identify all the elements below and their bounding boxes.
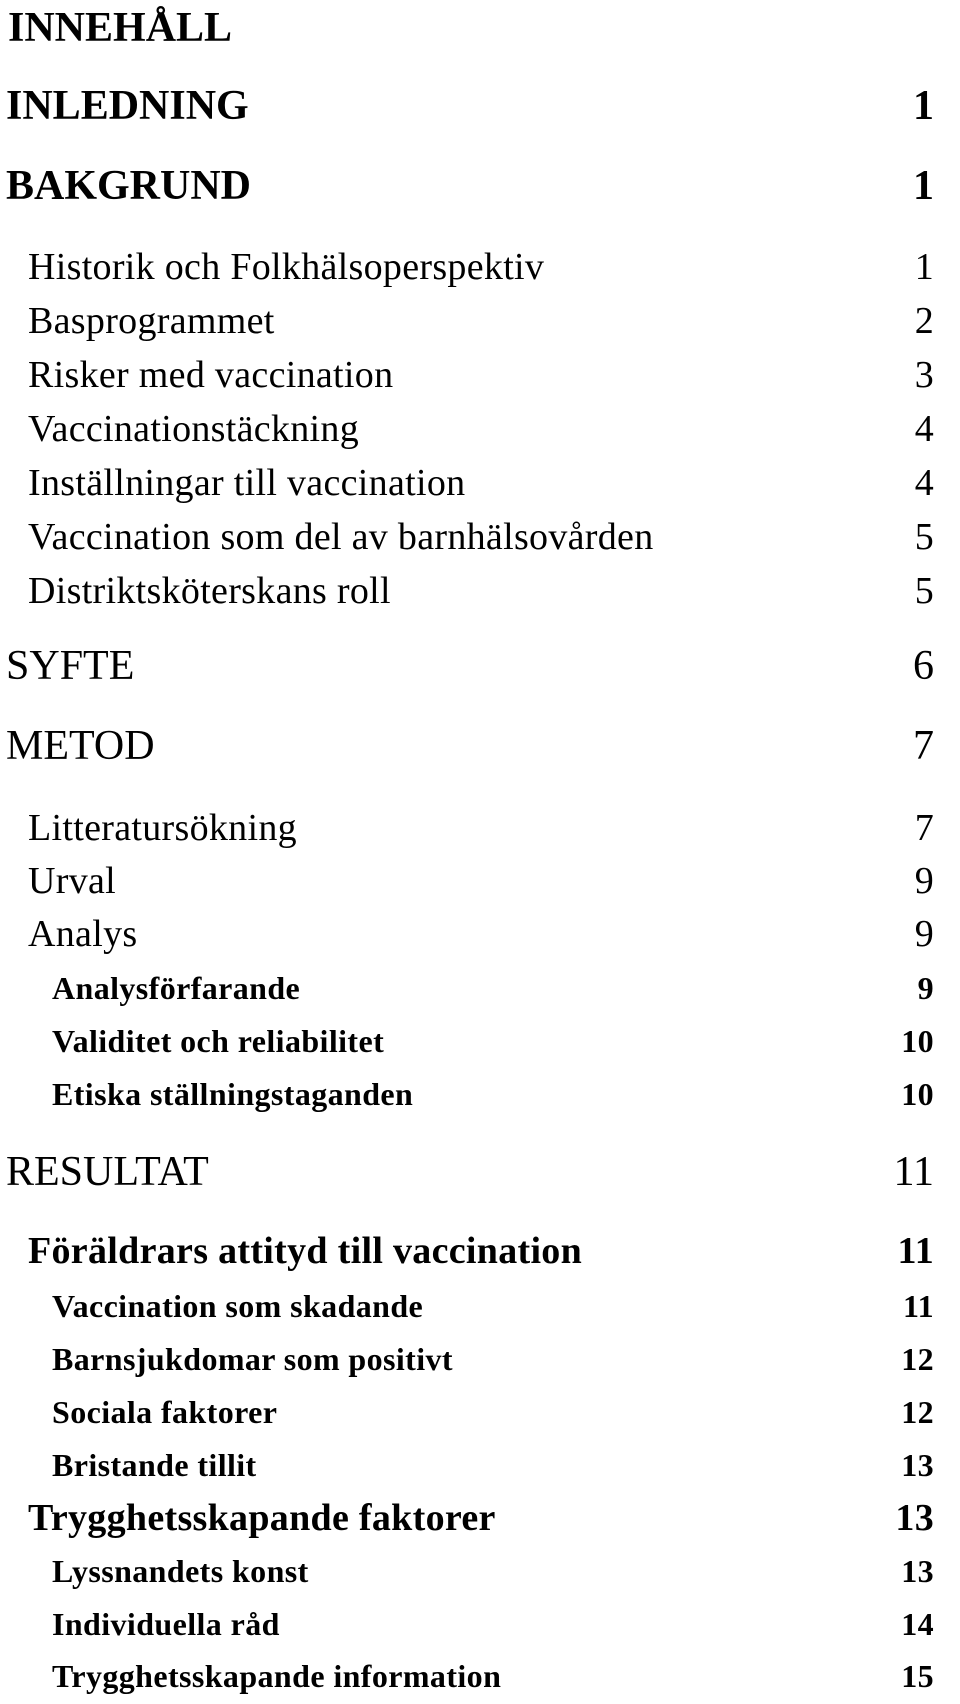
toc-entry-page: 5 <box>914 516 934 558</box>
toc-entry-page: 10 <box>901 1023 934 1059</box>
toc-entry-page: 11 <box>893 1149 934 1195</box>
toc-entry-label: Etiska ställningstaganden <box>52 1076 414 1112</box>
toc-entry-page: 3 <box>914 354 934 396</box>
toc-entry-page: 10 <box>901 1076 934 1112</box>
toc-entry-label: RESULTAT <box>6 1149 209 1195</box>
toc-entry-label: INLEDNING <box>6 83 249 129</box>
toc-entry-label: Bristande tillit <box>52 1447 257 1483</box>
toc-entry-page: 12 <box>901 1394 934 1430</box>
toc-entry-page: 6 <box>913 643 934 689</box>
toc-entry-page: 13 <box>901 1553 934 1589</box>
toc-entry-page: 1 <box>913 163 934 209</box>
toc-entry-label: Historik och Folkhälsoperspektiv <box>28 246 545 288</box>
toc-title: INNEHÅLL <box>8 5 233 51</box>
toc-entry-page: 12 <box>901 1341 934 1377</box>
toc-entry-page: 1 <box>913 83 934 129</box>
toc-entry-label: SYFTE <box>6 643 135 689</box>
toc-entry-page: 13 <box>901 1447 934 1483</box>
toc-entry-page: 11 <box>902 1288 934 1324</box>
toc-entry-page: 4 <box>914 462 934 504</box>
toc-entry-label: Trygghetsskapande information <box>52 1658 502 1694</box>
toc-entry-label: Trygghetsskapande faktorer <box>28 1497 496 1539</box>
toc-entry-label: Analysförfarande <box>52 970 301 1006</box>
toc-entry-label: Individuella råd <box>52 1606 280 1642</box>
toc-entry-label: Vaccination som del av barnhälsovården <box>28 516 654 558</box>
toc-entry-page: 4 <box>914 408 934 450</box>
toc-entry-page: 2 <box>914 300 934 342</box>
toc-entry-label: Validitet och reliabilitet <box>52 1023 385 1059</box>
toc-entry-label: Vaccinationstäckning <box>28 408 360 450</box>
toc-entry-label: Sociala faktorer <box>52 1394 278 1430</box>
toc-entry-page: 9 <box>914 860 934 902</box>
toc-entry-label: METOD <box>6 723 155 769</box>
toc-entry-label: BAKGRUND <box>6 163 252 209</box>
toc-entry-label: Basprogrammet <box>28 300 275 342</box>
toc-entry-label: Distriktsköterskans roll <box>28 570 391 612</box>
toc-entry-label: Urval <box>28 860 117 902</box>
toc-entry-page: 11 <box>897 1230 934 1272</box>
toc-entry-page: 5 <box>914 570 934 612</box>
toc-entry-label: Risker med vaccination <box>28 354 394 396</box>
toc-entry-label: Vaccination som skadande <box>52 1288 424 1324</box>
toc-entry-label: Analys <box>28 913 138 955</box>
toc-entry-label: Barnsjukdomar som positivt <box>52 1341 453 1377</box>
toc-entry-page: 9 <box>917 970 934 1006</box>
toc-entry-label: Lyssnandets konst <box>52 1553 309 1589</box>
toc-entry-page: 1 <box>914 246 934 288</box>
toc-entry-page: 7 <box>913 723 934 769</box>
toc-entry-page: 9 <box>914 913 934 955</box>
toc-entry-page: 7 <box>914 807 934 849</box>
toc-entry-label: Föräldrars attityd till vaccination <box>28 1230 583 1272</box>
toc-entry-label: Inställningar till vaccination <box>28 462 466 504</box>
toc-entry-label: Litteratursökning <box>28 807 297 849</box>
toc-entry-page: 15 <box>901 1658 934 1694</box>
toc-entry-page: 14 <box>901 1606 934 1642</box>
toc-entry-page: 13 <box>895 1497 934 1539</box>
